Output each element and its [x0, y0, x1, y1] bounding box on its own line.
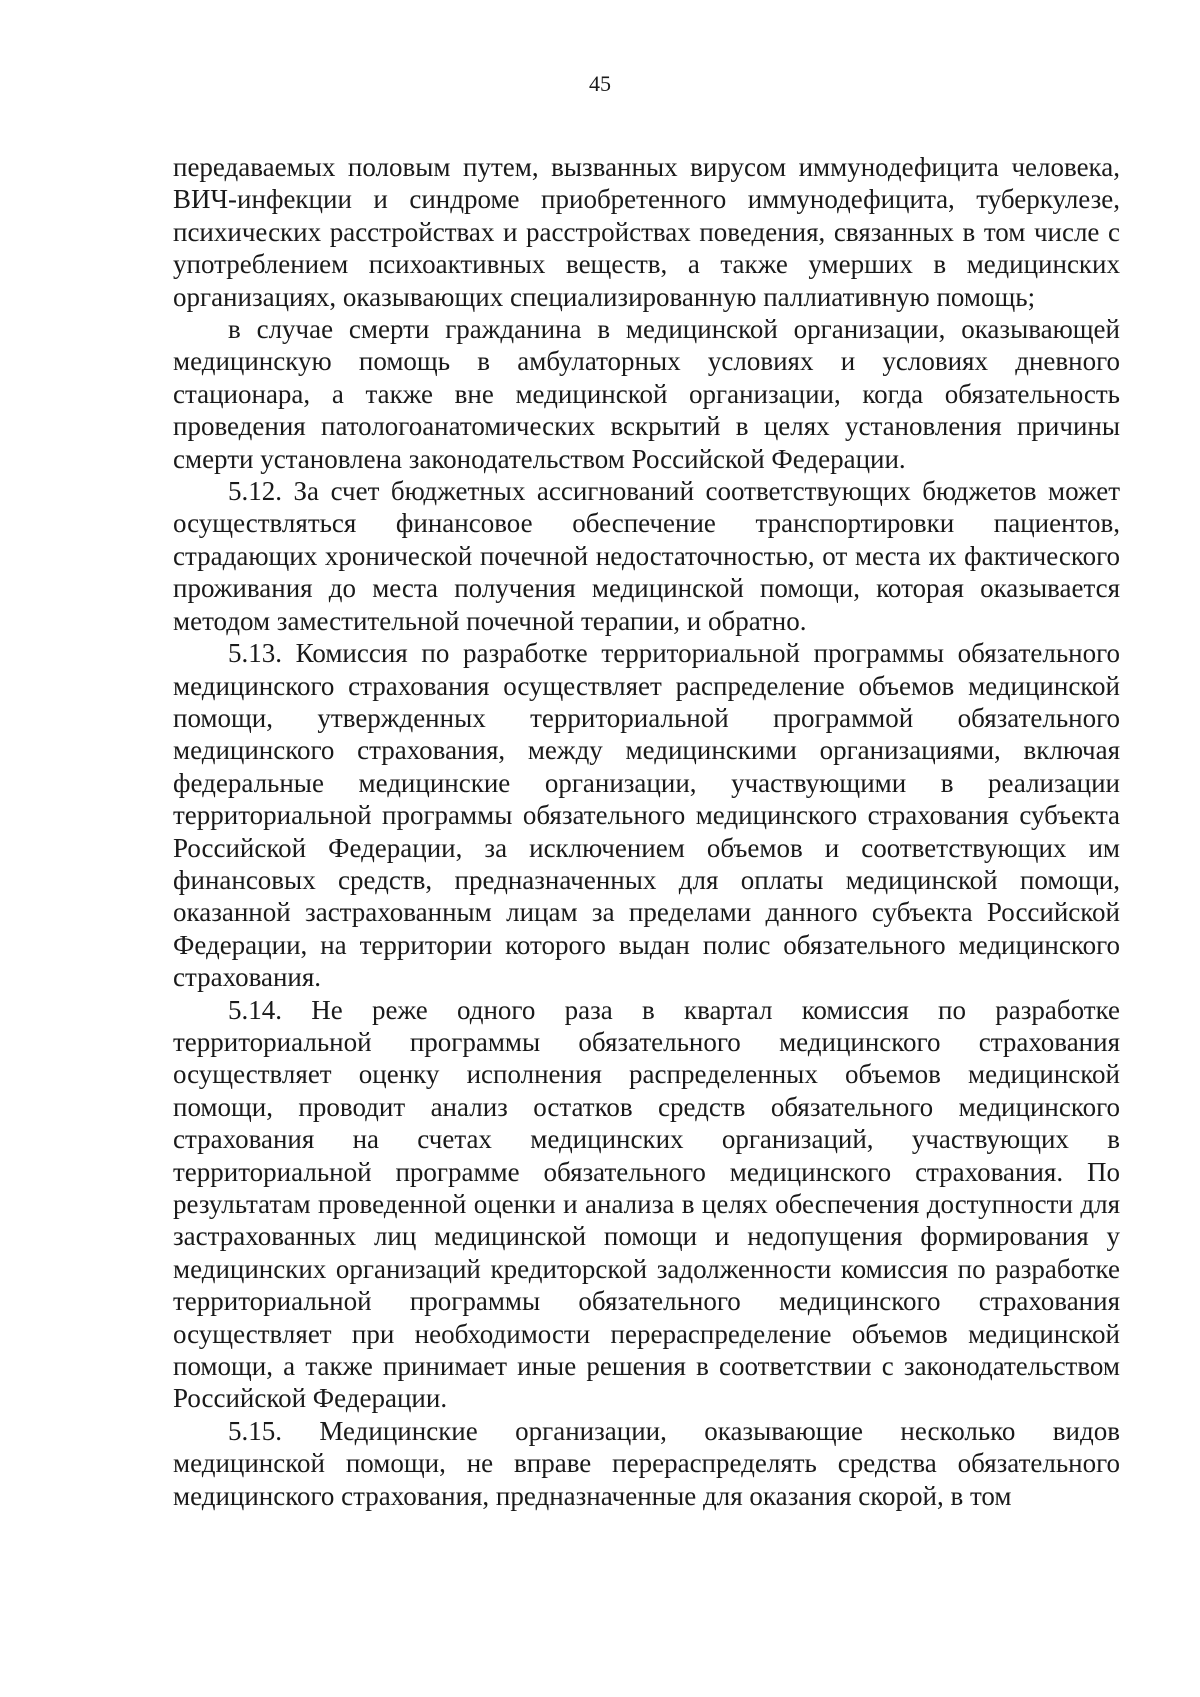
paragraph-5-14: 5.14. Не реже одного раза в квартал комиссия по разработке территориальной программы обязательного медицинского страхования осуществляет оценку исполнения распределенных объемов медицинской помощи, проводит анализ остатков средств обязательного медицинского страхования на счетах медицинских организаций, участвующих в территориальной программе обязательного медицинского страхования. По результатам проведенной оценки и анализа в целях обеспечения доступности для застрахованных лиц медицинской помощи и недопущения формирования у медицинских организаций кредиторской задолженности комиссия по разработке территориальной программы обязательного медицинского страхования осуществляет при необходимости перераспределение объемов медицинской помощи, а также принимает иные решения в соответствии с законодательством Российской Федерации. — [173, 994, 1120, 1414]
paragraph-5-12: 5.12. За счет бюджетных ассигнований соответствующих бюджетов может осуществляться финансовое обеспечение транспортировки пациентов, страдающих хронической почечной недостаточностью, от места их фактического проживания до места получения медицинской помощи, которая оказывается методом заместительной почечной терапии, и обратно. — [173, 476, 1120, 636]
paragraph-5-13: 5.13. Комиссия по разработке территориальной программы обязательного медицинского страхования осуществляет распределение объемов медицинской помощи, утвержденных территориальной программой обязательного медицинского страхования, между медицинскими организациями, включая федеральные медицинские организации, участвующими в реализации территориальной программы обязательного медицинского страхования субъекта Российской Федерации, за исключением объемов и соответствующих им финансовых средств, предназначенных для оплаты медицинской помощи, оказанной застрахованным лицам за пределами данного субъекта Российской Федерации, на территории которого выдан полис обязательного медицинского страхования. — [173, 638, 1120, 993]
page-number: 45 — [589, 71, 611, 96]
paragraph-continuation: передаваемых половым путем, вызванных вирусом иммунодефицита человека, ВИЧ-инфекции и синдроме приобретенного иммунодефицита, туберкулезе, психических расстройствах и расстройствах поведения, связанных в том числе с употреблением психоактивных веществ, а также умерших в медицинских организациях, оказывающих специализированную паллиативную помощь; — [173, 152, 1120, 312]
paragraph-5-15: 5.15. Медицинские организации, оказывающие несколько видов медицинской помощи, не вправе перераспределять средства обязательного медицинского страхования, предназначенные для оказания скорой, в том — [173, 1415, 1120, 1511]
paragraph-death-in-organization: в случае смерти гражданина в медицинской организации, оказывающей медицинскую помощь в амбулаторных условиях и условиях дневного стационара, а также вне медицинской организации, когда обязательность проведения патологоанатомических вскрытий в целях установления причины смерти установлена законодательством Российской Федерации. — [173, 314, 1120, 474]
document-body — [173, 151, 1120, 1512]
